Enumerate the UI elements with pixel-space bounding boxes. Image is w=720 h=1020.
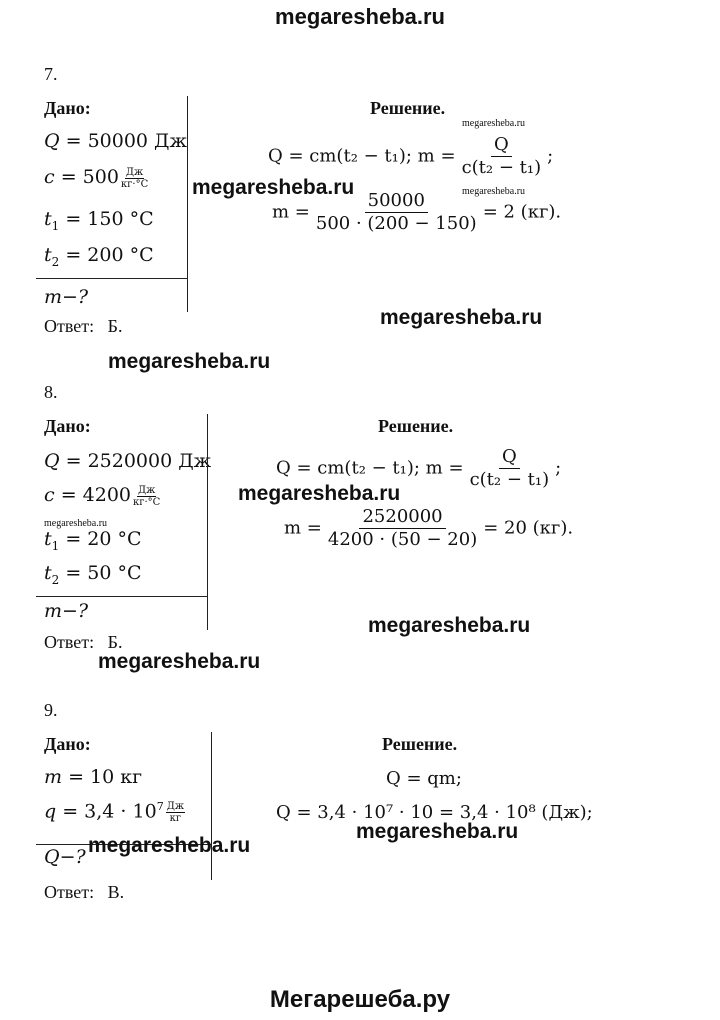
problem-9-answer: Ответ: В. bbox=[44, 882, 125, 902]
header-site-title: megaresheba.ru bbox=[275, 4, 445, 29]
problem-7-solution-title: Решение. bbox=[370, 98, 446, 118]
problem-7-given-title: Дано: bbox=[44, 98, 91, 118]
problem-8-given-Q: Q = 2520000 Дж bbox=[44, 450, 212, 472]
problem-7-given-Q: Q = 50000 Дж bbox=[44, 130, 187, 152]
watermark-large: megaresheba.ru bbox=[98, 650, 261, 673]
problem-9-given-m: m = 10 кг bbox=[44, 766, 143, 788]
problem-8-find: m−? bbox=[44, 600, 89, 622]
problem-8-given-divider bbox=[36, 596, 208, 597]
problem-7-find: m−? bbox=[44, 286, 89, 308]
problem-7-solution-line1: Q = cm(t₂ − t₁); m = $\frac{Q}{\text{c(t₂ − t₁)}}$ ; bbox=[268, 134, 554, 178]
watermark-large: megaresheba.ru bbox=[108, 350, 271, 373]
problem-9-given-q: $q = 3,4 \cdot 10^7$ Дж кг bbox=[44, 800, 185, 824]
problem-8-solution-title: Решение. bbox=[378, 416, 454, 436]
problem-9-solution-title: Решение. bbox=[382, 734, 458, 754]
watermark-large: megaresheba.ru bbox=[88, 834, 251, 857]
watermark-large: megaresheba.ru bbox=[356, 820, 519, 843]
problem-8-given-t2: $t_2 = 50$ °С bbox=[44, 562, 142, 587]
problem-9-number: 9. bbox=[44, 700, 58, 720]
problem-9-find: Q−? bbox=[44, 846, 86, 868]
watermark-large: megaresheba.ru bbox=[238, 482, 401, 505]
problem-9-solution-line2: Q = 3,4 · 10⁷ · 10 = 3,4 · 10⁸ (Дж); bbox=[276, 802, 593, 823]
problem-8-solution-line2: m = $\frac{2520000}{4200 \cdot (50 - 20)}$ = 20 (кг). bbox=[284, 506, 574, 550]
watermark-large: megaresheba.ru bbox=[192, 176, 355, 199]
problem-8-column-divider bbox=[207, 414, 208, 630]
footer-site-title: Мегарешеба.ру bbox=[269, 986, 451, 1013]
problem-7-answer: Ответ: Б. bbox=[44, 316, 123, 336]
problem-7-column-divider bbox=[187, 96, 188, 312]
problem-9-given-title: Дано: bbox=[44, 734, 91, 754]
watermark-small: megaresheba.ru bbox=[462, 186, 526, 197]
watermark-large: megaresheba.ru bbox=[368, 614, 531, 637]
problem-8-number: 8. bbox=[44, 382, 58, 402]
problem-9-solution-line1: Q = qm; bbox=[386, 768, 462, 789]
watermark-small: megaresheba.ru bbox=[44, 518, 108, 529]
problem-8-given-t1: $t_1 = 20$ °С bbox=[44, 528, 142, 553]
problem-7-given-t1: $t_1 = 150$ °С bbox=[44, 208, 154, 233]
problem-8-solution-line1: Q = cm(t₂ − t₁); m = $\frac{Q}{\text{c(t₂ − t₁)}}$ ; bbox=[276, 446, 562, 490]
problem-7-solution-line2: m = $\frac{50000}{500 \cdot (200 - 150)}$ = 2 (кг). bbox=[272, 190, 562, 234]
problem-8-given-title: Дано: bbox=[44, 416, 91, 436]
problem-8-answer: Ответ: Б. bbox=[44, 632, 123, 652]
problem-7-given-t2: $t_2 = 200$ °С bbox=[44, 244, 154, 269]
watermark-large: megaresheba.ru bbox=[380, 306, 543, 329]
watermark-small: megaresheba.ru bbox=[462, 118, 526, 129]
problem-9-column-divider bbox=[211, 732, 212, 880]
problem-7-given-divider bbox=[36, 278, 188, 279]
problem-8-given-c: c = 4200 Дж кг·°С bbox=[44, 484, 161, 508]
problem-7-number: 7. bbox=[44, 64, 58, 84]
problem-7-given-c: c = 500 Дж кг·°С bbox=[44, 166, 149, 190]
